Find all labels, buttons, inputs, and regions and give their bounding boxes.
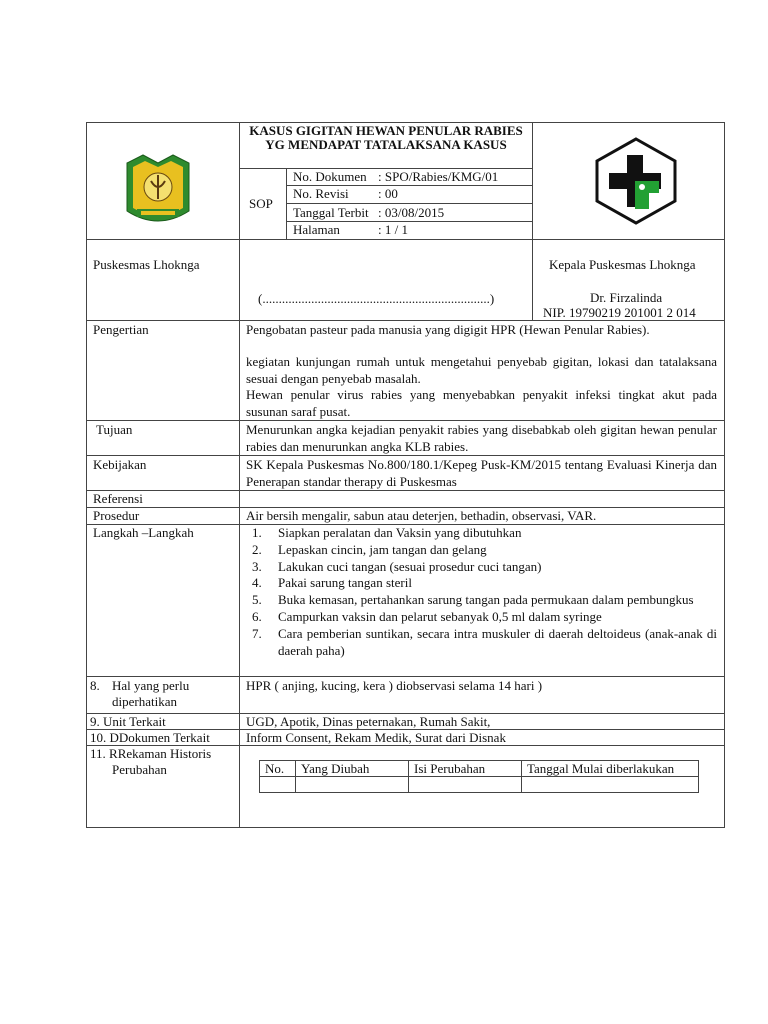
step-number: 5. (252, 592, 262, 608)
step-item (246, 592, 717, 609)
step-text: Buka kemasan, pertahankan sarung tangan pada permukaan dalam pembungkus (278, 592, 694, 608)
head-title: Kepala Puskesmas Lhoknga (549, 257, 696, 272)
step-number: 1. (252, 525, 262, 540)
health-cross-logo (595, 137, 677, 225)
step-item (246, 575, 717, 592)
step-text: Lepaskan cincin, jam tangan dan gelang (278, 541, 487, 557)
history-cell (409, 777, 522, 793)
pengertian-text-2: kegiatan kunjungan rumah untuk mengetahui penyebab gigitan, lokasi dan tatalaksana sesuai dengan penyebab masalah. (246, 354, 717, 386)
document-title: KASUS GIGITAN HEWAN PENULAR RABIES YG MENDAPAT TATALAKSANA KASUS (249, 123, 523, 152)
step-text: Siapkan peralatan dan Vaksin yang dibutuhkan (278, 525, 522, 540)
puskesmas-name: Puskesmas Lhoknga (93, 257, 200, 272)
prosedur-label: Prosedur (93, 508, 140, 523)
step-text: Campurkan vaksin dan pelarut sebanyak 0,5 ml dalam syringe (278, 608, 602, 624)
dokumen-text: Inform Consent, Rekam Medik, Surat dari Disnak (246, 730, 506, 745)
meta-label-no-dokumen: No. Dokumen (293, 169, 367, 184)
langkah-label: Langkah –Langkah (93, 525, 194, 540)
step-number: 7. (252, 625, 262, 641)
pengertian-label: Pengertian (93, 322, 149, 337)
hal-text: HPR ( anjing, kucing, kera ) diobservasi selama 14 hari ) (246, 678, 543, 693)
history-cell (522, 777, 699, 793)
hal-label-line-2: diperhatikan (112, 694, 177, 709)
history-table-row (260, 777, 699, 793)
langkah-steps-list (246, 525, 717, 659)
tujuan-text: Menurunkan angka kejadian penyakit rabies yang disebabkab oleh gigitan hewan penular rabies dan menurunkan angka KLB rabies. (246, 422, 717, 454)
prosedur-text: Air bersih mengalir, sabun atau deterjen, bethadin, observasi, VAR. (246, 508, 597, 523)
head-nip: NIP. 19790219 201001 2 014 (543, 305, 696, 320)
step-number: 3. (252, 558, 262, 574)
history-header-cell: No. (260, 761, 296, 777)
step-item (246, 609, 717, 626)
history-header-cell: Yang Diubah (296, 761, 409, 777)
history-cell (260, 777, 296, 793)
step-item (246, 559, 717, 576)
meta-label-tanggal-terbit: Tanggal Terbit (293, 205, 369, 220)
history-table (259, 760, 699, 793)
step-text: Cara pemberian suntikan, secara intra muskuler di daerah deltoideus (anak-anak di daerah paha) (278, 625, 717, 658)
meta-label-halaman: Halaman (293, 222, 340, 237)
step-number: 6. (252, 608, 262, 624)
meta-value-no-dokumen: : SPO/Rabies/KMG/01 (378, 169, 499, 184)
puskesmas-emblem-logo (123, 153, 193, 231)
rekaman-label-line-1: 11. RRekaman Historis (90, 746, 212, 761)
signature-blank: (......................................................................) (258, 291, 495, 306)
step-item (246, 626, 717, 660)
unit-text: UGD, Apotik, Dinas peternakan, Rumah Sakit, (246, 714, 491, 729)
meta-label-no-revisi: No. Revisi (293, 186, 349, 201)
history-table-header-row (260, 761, 699, 777)
step-number: 2. (252, 541, 262, 557)
meta-value-halaman: : 1 / 1 (378, 222, 408, 237)
sop-document (86, 122, 725, 828)
sop-label: SOP (249, 196, 273, 211)
head-name: Dr. Firzalinda (590, 290, 663, 305)
history-cell (296, 777, 409, 793)
step-item (246, 542, 717, 559)
step-number: 4. (252, 575, 262, 591)
history-header-cell: Isi Perubahan (409, 761, 522, 777)
dokumen-label: 10. DDokumen Terkait (90, 730, 210, 745)
rekaman-label-line-2: Perubahan (112, 762, 167, 777)
hal-number: 8. (90, 678, 100, 693)
meta-value-no-revisi: : 00 (378, 186, 398, 201)
step-text: Pakai sarung tangan steril (278, 575, 412, 591)
step-text: Lakukan cuci tangan (sesuai prosedur cuci tangan) (278, 558, 542, 574)
unit-label: 9. Unit Terkait (90, 714, 166, 729)
meta-value-tanggal-terbit: : 03/08/2015 (378, 205, 445, 220)
kebijakan-label: Kebijakan (93, 457, 147, 472)
hal-label-line-1: Hal yang perlu (112, 678, 190, 693)
kebijakan-text: SK Kepala Puskesmas No.800/180.1/Kepeg Pusk-KM/2015 tentang Evaluasi Kinerja dan Penerapan standar therapy di Puskesmas (246, 457, 717, 489)
tujuan-label: Tujuan (96, 422, 133, 437)
history-header-cell: Tanggal Mulai diberlakukan (522, 761, 699, 777)
step-item (246, 525, 717, 542)
pengertian-text-1: Pengobatan pasteur pada manusia yang digigit HPR (Hewan Penular Rabies). (246, 322, 650, 337)
referensi-label: Referensi (93, 491, 143, 506)
pengertian-text-3: Hewan penular virus rabies yang menyebabkan penyakit infeksi tingkat akut pada susunan saraf pusat. (246, 387, 717, 419)
